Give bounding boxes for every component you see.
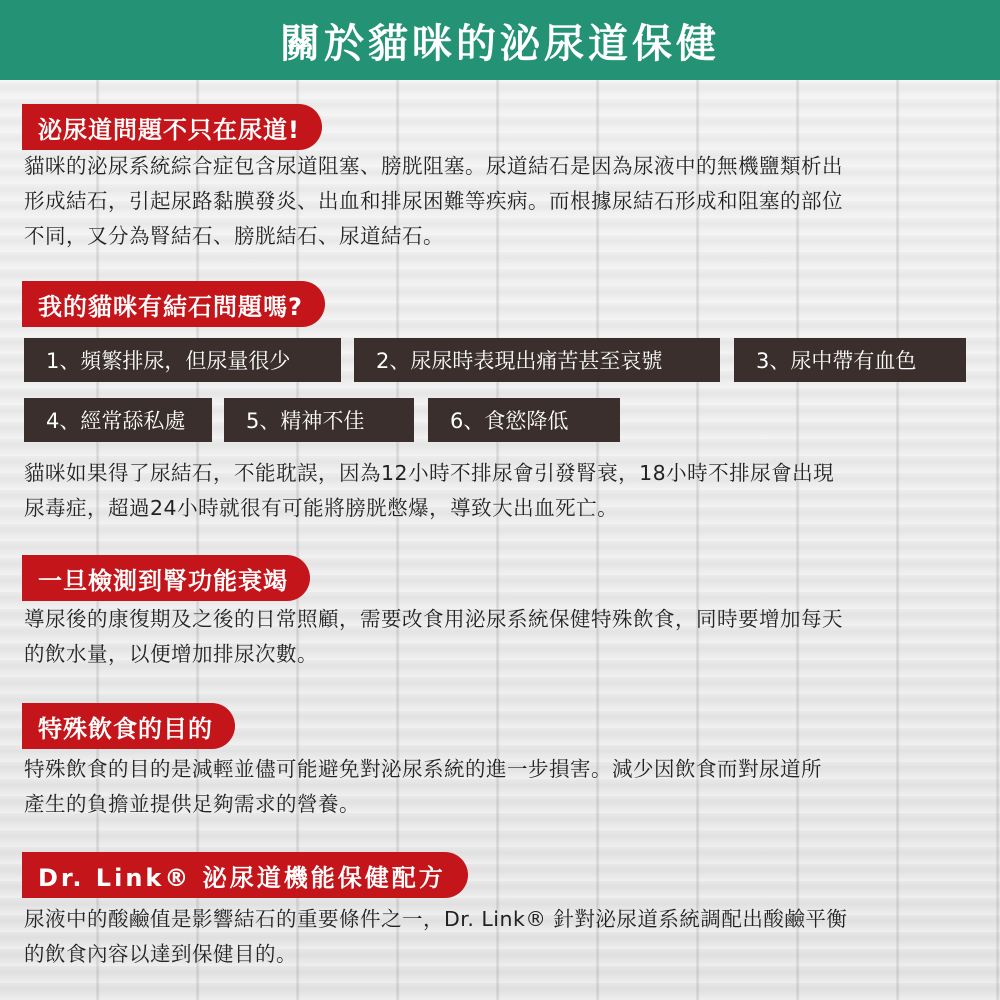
section-heading-diet-purpose: 特殊飲食的目的	[22, 703, 235, 749]
page-title: 關於貓咪的泌尿道保健	[280, 20, 720, 67]
symptom-box: 1、頻繁排尿，但尿量很少	[24, 338, 341, 382]
symptom-box: 4、經常舔私處	[24, 398, 212, 442]
text-line: 尿毒症，超過24小時就很有可能將膀胱憋爆，導致大出血死亡。	[24, 496, 619, 520]
section-heading-stone-check: 我的貓咪有結石問題嗎?	[22, 281, 325, 327]
section-text-dr-link-formula	[24, 902, 979, 972]
section-heading-dr-link-formula: Dr. Link® 泌尿道機能保健配方	[22, 852, 468, 898]
symptom-box: 2、尿尿時表現出痛苦甚至哀號	[354, 338, 720, 382]
text-line: 形成結石，引起尿路黏膜發炎、出血和排尿困難等疾病。而根據尿結石形成和阻塞的部位	[24, 189, 843, 213]
section-text-diet-purpose	[24, 752, 979, 822]
section-text-stone-check	[24, 456, 979, 526]
text-line: 導尿後的康復期及之後的日常照顧，需要改食用泌尿系統保健特殊飲食，同時要增加每天	[24, 607, 843, 631]
section-heading-urinary-problems: 泌尿道問題不只在尿道!	[22, 104, 322, 150]
text-line: 尿液中的酸鹼值是影響結石的重要條件之一，Dr. Link® 針對泌尿道系統調配出酸鹼平衡	[24, 907, 848, 931]
text-line: 產生的負擔並提供足夠需求的營養。	[24, 792, 360, 816]
symptom-box: 5、精神不佳	[224, 398, 414, 442]
text-line: 不同，又分為腎結石、膀胱結石、尿道結石。	[24, 224, 444, 248]
section-text-kidney-failure	[24, 602, 979, 672]
text-line: 貓咪的泌尿系統綜合症包含尿道阻塞、膀胱阻塞。尿道結石是因為尿液中的無機鹽類析出	[24, 154, 843, 178]
page-header	[0, 0, 1000, 80]
text-line: 特殊飲食的目的是減輕並儘可能避免對泌尿系統的進一步損害。減少因飲食而對尿道所	[24, 757, 822, 781]
section-text-urinary-problems	[24, 149, 979, 254]
section-heading-kidney-failure: 一旦檢測到腎功能衰竭	[22, 555, 310, 601]
symptom-box: 3、尿中帶有血色	[734, 338, 966, 382]
text-line: 貓咪如果得了尿結石，不能耽誤，因為12小時不排尿會引發腎衰，18小時不排尿會出現	[24, 461, 835, 485]
text-line: 的飲食內容以達到保健目的。	[24, 942, 297, 966]
text-line: 的飲水量，以便增加排尿次數。	[24, 642, 318, 666]
symptom-box: 6、食慾降低	[428, 398, 620, 442]
